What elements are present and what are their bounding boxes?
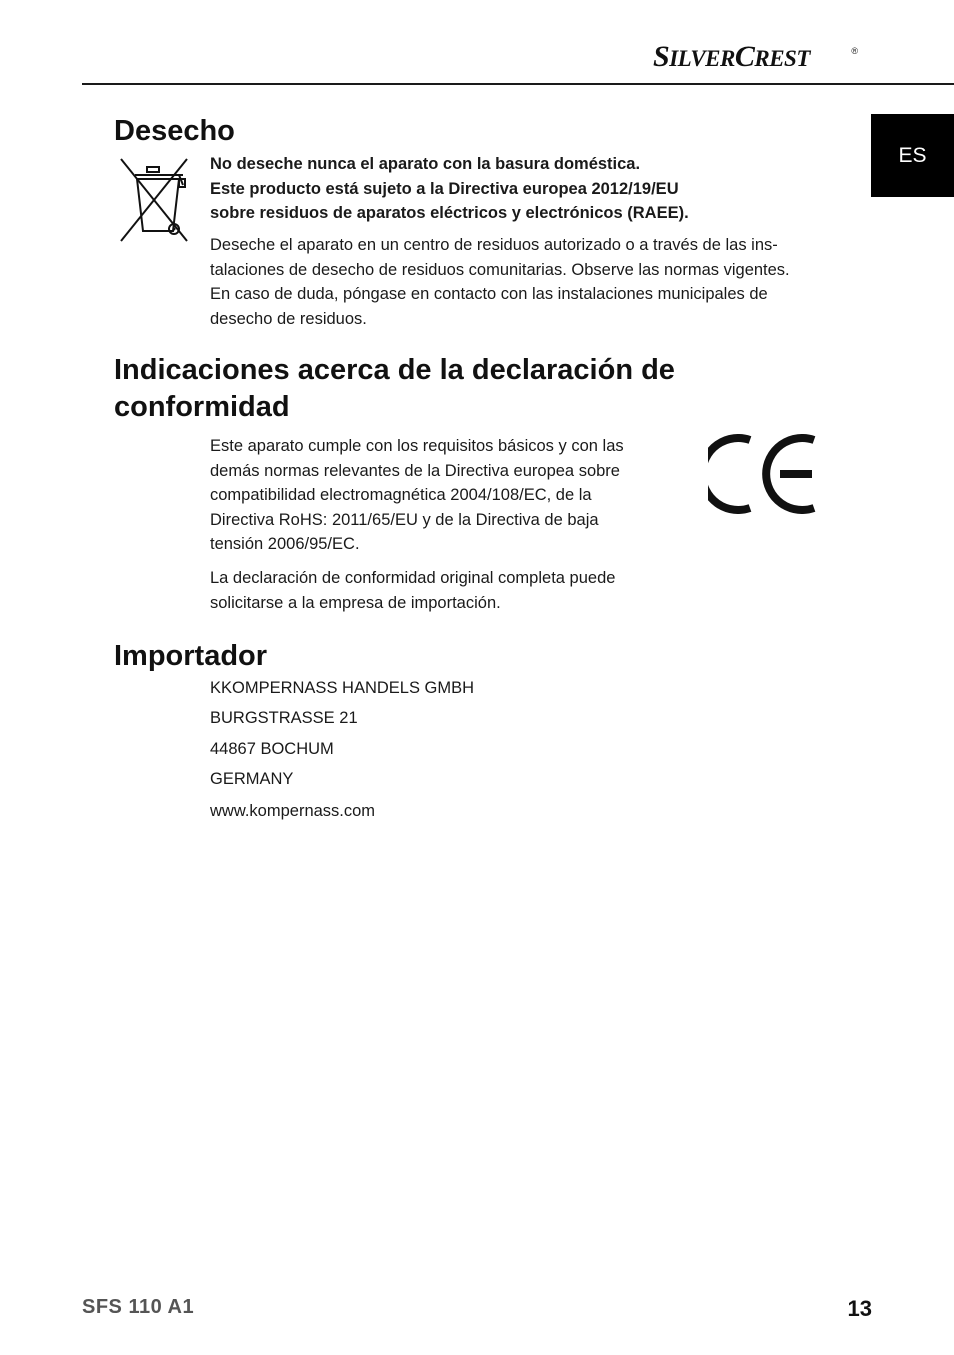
language-tab: [871, 114, 954, 197]
disposal-warning-line: No deseche nunca el aparato con la basura doméstica.: [210, 155, 641, 173]
disposal-warning-line: sobre residuos de aparatos eléctricos y electrónicos (RAEE).: [210, 204, 689, 223]
conformity-line: La declaración de conformidad original completa puede: [210, 569, 616, 587]
disposal-instructions-line: Deseche el aparato en un centro de residuos autorizado o a través de las ins-: [210, 236, 778, 254]
disposal-instructions-line: En caso de duda, póngase en contacto con las instalaciones municipales de: [210, 285, 768, 304]
silvercrest-logo-icon: [653, 38, 853, 72]
importer-address-line: KKOMPERNASS HANDELS GMBH: [210, 679, 475, 697]
disposal-warning-line: Este producto está sujeto a la Directiva europea 2012/19/EU: [210, 179, 679, 198]
ce-mark-icon: [708, 434, 820, 514]
footer-model: SFS 110 A1: [82, 1296, 195, 1318]
svg-text:SILVERCREST: SILVERCREST: [653, 40, 811, 72]
conformity-title-line: conformidad: [114, 391, 290, 423]
crossed-out-wheelie-bin-icon: [117, 155, 191, 245]
importer-address-line: GERMANY: [210, 770, 294, 788]
registered-mark: ®: [851, 46, 858, 56]
language-tab-label: ES: [898, 143, 927, 167]
conformity-line: demás normas relevantes de la Directiva europea sobre: [210, 461, 620, 480]
conformity-line: compatibilidad electromagnética 2004/108/EC, de la: [210, 486, 592, 505]
disposal-instructions-line: talaciones de desecho de residuos comunitarias. Observe las normas vigentes.: [210, 260, 790, 279]
page-number: 13: [847, 1296, 872, 1321]
conformity-line: Directiva RoHS: 2011/65/EU y de la Directiva de baja: [210, 510, 599, 529]
conformity-title-line: Indicaciones acerca de la declaración de: [114, 354, 675, 386]
section-title-conformity: [114, 352, 675, 426]
importer-address-line: BURGSTRASSE 21: [210, 709, 358, 727]
section-title-importer: Importador: [114, 640, 268, 672]
disposal-warning: [210, 152, 689, 226]
conformity-line: tensión 2006/95/EC.: [210, 535, 360, 554]
header-rule: [82, 83, 954, 85]
brand-logo: [653, 38, 858, 72]
disposal-instructions: [210, 233, 790, 331]
disposal-instructions-line: desecho de residuos.: [210, 309, 367, 328]
conformity-line: Este aparato cumple con los requisitos básicos y con las: [210, 437, 624, 455]
conformity-line: solicitarse a la empresa de importación.: [210, 593, 501, 612]
section-title-disposal: Desecho: [114, 115, 235, 147]
conformity-paragraph-1: [210, 434, 624, 557]
importer-address-line: 44867 BOCHUM: [210, 740, 334, 758]
importer-website: www.kompernass.com: [210, 802, 376, 820]
conformity-paragraph-2: [210, 566, 615, 615]
